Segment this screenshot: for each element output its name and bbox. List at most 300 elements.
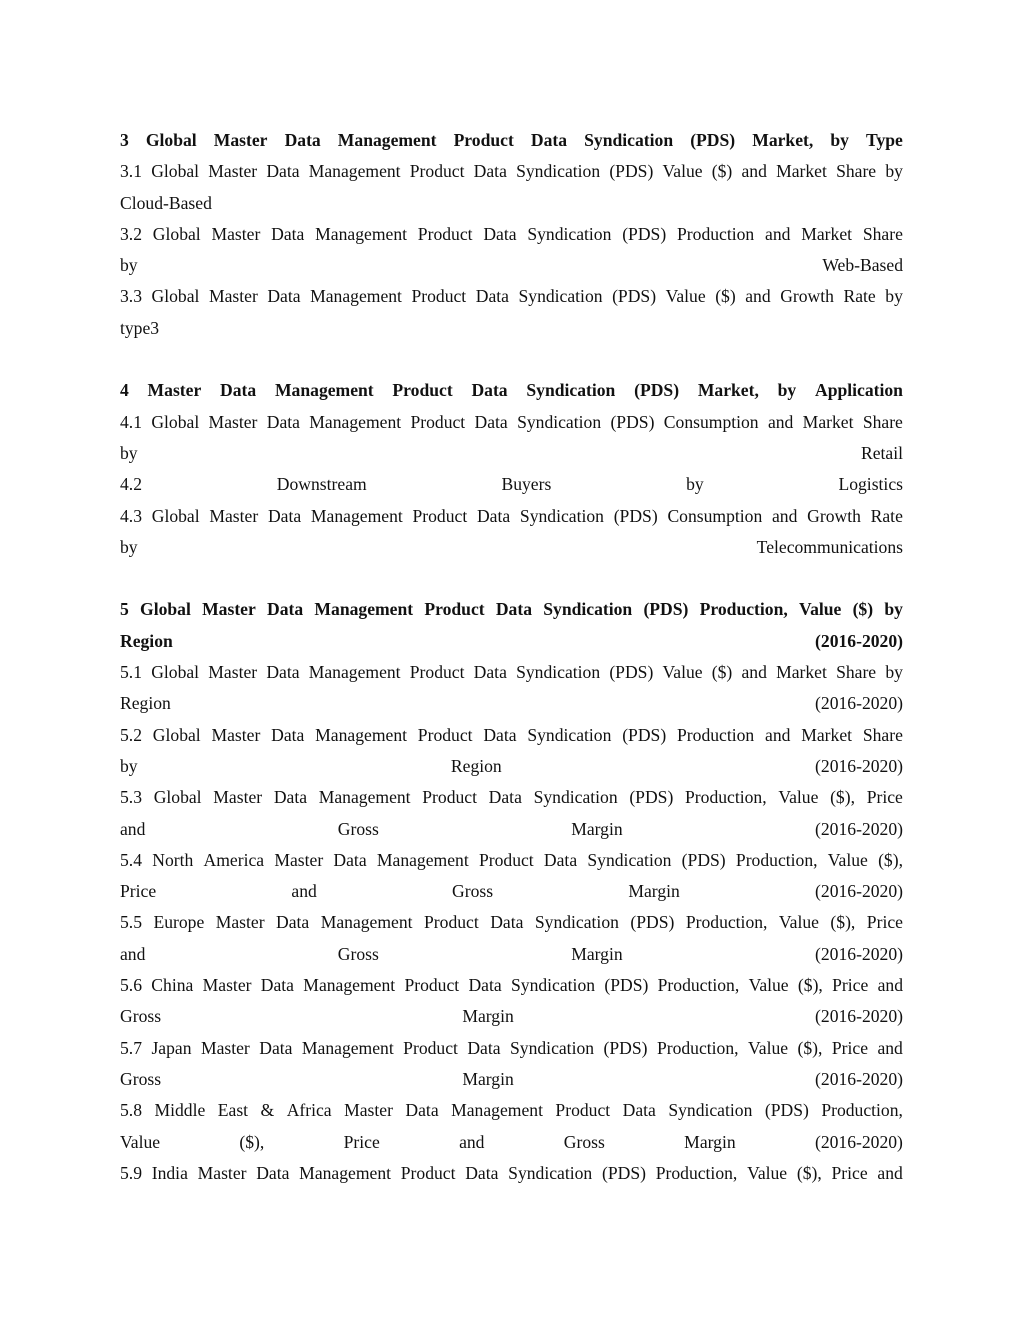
word: Master	[197, 1162, 247, 1183]
word: by	[686, 474, 704, 495]
toc-entry-line	[120, 876, 903, 907]
word: China	[151, 975, 194, 996]
word: Master	[208, 286, 258, 307]
toc-entry-line	[120, 751, 903, 782]
section-heading-line	[120, 375, 903, 406]
word: 5.2	[120, 724, 142, 745]
word: 3.2	[120, 223, 142, 244]
word: North	[152, 849, 194, 870]
word: Syndication	[516, 662, 601, 683]
word: (PDS)	[690, 130, 736, 150]
word: Margin	[571, 818, 623, 839]
word: Production,	[699, 599, 788, 620]
word: Product	[409, 161, 465, 182]
word: Production	[677, 724, 755, 745]
word: Syndication	[519, 505, 604, 526]
word: by	[777, 380, 797, 401]
word: Management	[301, 1037, 394, 1058]
word: Syndication	[527, 724, 612, 745]
word: Price	[343, 1131, 380, 1152]
word: Data	[490, 912, 524, 933]
word: (PDS)	[609, 662, 654, 683]
word: Management	[315, 724, 407, 745]
word: ($),	[830, 787, 855, 808]
word: ($)	[711, 662, 733, 683]
word: Master	[200, 1037, 250, 1058]
word: and	[765, 724, 791, 745]
word: by	[120, 536, 138, 557]
word: Data	[267, 505, 302, 526]
word: Master	[209, 505, 259, 526]
word: and	[877, 1037, 903, 1058]
word: (PDS)	[610, 411, 655, 432]
word: Margin	[684, 1131, 736, 1152]
word: (PDS)	[604, 975, 649, 996]
word: Product	[555, 1100, 611, 1121]
word: 5.3	[120, 787, 142, 808]
word: Data	[467, 1037, 501, 1058]
word: Product	[411, 286, 467, 307]
word: Management	[318, 787, 411, 808]
toc-entry-line	[120, 907, 903, 938]
word: ($),	[878, 849, 903, 870]
word: ($),	[797, 975, 823, 996]
word: Master	[208, 411, 258, 432]
word: (PDS)	[622, 223, 667, 244]
toc-entry-line	[120, 688, 903, 719]
word: and	[877, 975, 903, 996]
word: (PDS)	[643, 599, 689, 620]
word: Global	[151, 505, 200, 526]
word: Market	[801, 724, 853, 745]
word: Region	[120, 693, 171, 714]
toc-entry-line	[120, 156, 903, 187]
word: Africa	[286, 1100, 332, 1121]
word: Price	[831, 1037, 869, 1058]
word: Gross	[120, 1006, 162, 1027]
word: Management	[310, 286, 402, 307]
word: (2016-2020)	[815, 1068, 903, 1089]
word: (PDS)	[629, 787, 674, 808]
word: (2016-2020)	[815, 693, 903, 714]
word: Value	[662, 161, 703, 182]
word: Master	[202, 975, 252, 996]
toc-section	[120, 375, 903, 563]
word: Data	[276, 912, 310, 933]
toc-section	[120, 594, 903, 1189]
word: Production	[677, 223, 755, 244]
word: India	[151, 1162, 188, 1183]
toc-entry-line	[120, 501, 903, 532]
word: Gross	[452, 881, 494, 902]
word: Data	[284, 130, 321, 150]
word: Management	[337, 130, 437, 150]
word: Global	[140, 599, 191, 620]
word: 5.5	[120, 912, 142, 933]
word: Management	[308, 161, 401, 182]
word: Production,	[685, 787, 767, 808]
word: ($),	[830, 912, 856, 933]
word: Product	[392, 380, 453, 401]
word: Market,	[697, 380, 759, 401]
word: Data	[495, 599, 533, 620]
word: 5.1	[120, 662, 142, 683]
word: Market	[776, 662, 827, 683]
word: Data	[476, 505, 511, 526]
word: (PDS)	[609, 161, 654, 182]
word: by	[120, 442, 138, 463]
word: Data	[465, 1162, 499, 1183]
word: 3.1	[120, 161, 142, 182]
word: Data	[473, 662, 507, 683]
word: (PDS)	[613, 505, 658, 526]
toc-entry-line	[120, 1033, 903, 1064]
word: ($),	[796, 1162, 822, 1183]
toc-entry-line	[120, 188, 903, 219]
toc-entry-line	[120, 281, 903, 312]
toc-entry-line	[120, 657, 903, 688]
word: Logistics	[838, 474, 903, 495]
word: Global	[153, 787, 202, 808]
word: and	[741, 662, 767, 683]
word: Price	[866, 787, 903, 808]
word: by	[885, 286, 903, 307]
word: Syndication	[508, 1162, 593, 1183]
word: and	[765, 223, 791, 244]
word: Global	[145, 130, 197, 150]
word: Market	[801, 223, 853, 244]
word: and	[745, 286, 771, 307]
word: ($)	[711, 161, 733, 182]
word: (PDS)	[622, 724, 667, 745]
word: Management	[308, 662, 401, 683]
word: Value	[748, 1037, 789, 1058]
word: Master	[274, 849, 324, 870]
toc-entry-line	[120, 532, 903, 563]
word: Value	[778, 912, 819, 933]
word: by	[885, 662, 903, 683]
word: by	[885, 161, 903, 182]
word: Cloud-Based	[120, 192, 212, 213]
word: Rate	[870, 505, 903, 526]
word: and	[767, 411, 794, 432]
word: Product	[409, 662, 465, 683]
word: and	[741, 161, 767, 182]
word: Syndication	[518, 286, 603, 307]
word: and	[459, 1131, 485, 1152]
word: Production,	[657, 975, 740, 996]
word: Share	[836, 161, 877, 182]
word: Global	[151, 286, 200, 307]
word: Data	[473, 161, 507, 182]
word: Data	[483, 223, 517, 244]
word: by	[884, 599, 903, 620]
word: Share	[836, 662, 877, 683]
word: Value	[798, 599, 842, 620]
word: Data	[333, 849, 367, 870]
word: Management	[299, 1162, 392, 1183]
word: Product	[422, 787, 477, 808]
word: and	[120, 818, 146, 839]
word: Management	[320, 912, 413, 933]
word: Master	[213, 130, 268, 150]
word: Management	[451, 1100, 543, 1121]
word: Product	[417, 724, 473, 745]
toc-entry-line	[120, 939, 903, 970]
word: Gross	[120, 1068, 162, 1089]
word: Type	[866, 130, 903, 150]
word: 4.1	[120, 411, 142, 432]
word: Growth	[807, 505, 861, 526]
word: Data	[475, 286, 509, 307]
word: Value	[747, 1162, 788, 1183]
toc-entry-line	[120, 1001, 903, 1032]
word: Price	[831, 1162, 868, 1183]
word: Global	[151, 411, 200, 432]
word: Master	[208, 161, 258, 182]
word: Management	[303, 975, 396, 996]
word: Region	[450, 755, 502, 776]
word: ($)	[852, 599, 874, 620]
word: East	[217, 1100, 249, 1121]
word: ($),	[797, 1037, 823, 1058]
word: (PDS)	[630, 912, 675, 933]
word: Global	[151, 662, 200, 683]
word: Product	[404, 975, 460, 996]
word: Product	[424, 599, 485, 620]
word: Syndication	[668, 1100, 753, 1121]
word: Production,	[655, 1162, 738, 1183]
word: Management	[315, 223, 407, 244]
word: Data	[267, 599, 304, 620]
toc-entry-line	[120, 469, 903, 500]
word: Value	[120, 1131, 161, 1152]
word: and	[772, 505, 798, 526]
word: Margin	[462, 1006, 514, 1027]
toc-entry-line	[120, 1158, 903, 1189]
word: Management	[274, 380, 374, 401]
word: Consumption	[663, 411, 759, 432]
word: (2016-2020)	[815, 881, 903, 902]
word: and	[120, 943, 146, 964]
word: Value	[827, 849, 868, 870]
word: Europe	[153, 912, 205, 933]
word: ($),	[239, 1131, 265, 1152]
word: Rate	[843, 286, 876, 307]
word: Data	[256, 1162, 290, 1183]
toc-section	[120, 125, 903, 344]
word: Region	[120, 630, 173, 651]
word: Global	[151, 161, 200, 182]
word: Telecommunications	[756, 536, 903, 557]
word: Value	[778, 787, 819, 808]
word: Data	[260, 975, 294, 996]
word: Product	[410, 411, 466, 432]
word: Data	[266, 411, 300, 432]
word: Syndication	[587, 849, 672, 870]
word: Application	[814, 380, 903, 401]
word: Market,	[752, 130, 814, 150]
word: Master	[211, 724, 261, 745]
word: Data	[468, 975, 502, 996]
word: (2016-2020)	[815, 943, 903, 964]
toc-entry-line	[120, 407, 903, 438]
word: Management	[376, 849, 469, 870]
word: (PDS)	[612, 286, 657, 307]
word: Value	[662, 662, 703, 683]
toc-entry-line	[120, 845, 903, 876]
word: type3	[120, 317, 160, 338]
word: (PDS)	[764, 1100, 809, 1121]
word: Master	[202, 599, 256, 620]
word: (2016-2020)	[814, 1131, 903, 1152]
toc-entry-line	[120, 313, 903, 344]
word: Data	[543, 849, 578, 870]
word: Data	[271, 223, 305, 244]
word: (2016-2020)	[815, 630, 903, 651]
word: Syndication	[510, 975, 596, 996]
word: (PDS)	[603, 1037, 648, 1058]
word: Product	[417, 223, 473, 244]
word: America	[203, 849, 265, 870]
word: by	[120, 255, 138, 276]
word: Value	[665, 286, 706, 307]
word: &	[260, 1100, 275, 1121]
word: Master	[213, 787, 263, 808]
word: Global	[152, 223, 201, 244]
word: 5	[120, 599, 129, 620]
word: Product	[400, 1162, 456, 1183]
section-heading-line	[120, 125, 903, 156]
word: Data	[266, 161, 300, 182]
word: Master	[147, 380, 202, 401]
word: 3.3	[120, 286, 142, 307]
word: Master	[208, 662, 258, 683]
word: 5.8	[120, 1100, 142, 1121]
word: 3	[120, 130, 129, 150]
word: Syndication	[543, 599, 633, 620]
word: 5.4	[120, 849, 142, 870]
word: Data	[220, 380, 257, 401]
word: Production,	[656, 1037, 739, 1058]
toc-entry-line	[120, 438, 903, 469]
word: 5.9	[120, 1162, 142, 1183]
word: by	[120, 755, 138, 776]
word: Middle	[154, 1100, 206, 1121]
document-page	[120, 125, 903, 1189]
word: Consumption	[667, 505, 763, 526]
word: Data	[405, 1100, 439, 1121]
word: Share	[862, 411, 903, 432]
word: Price	[866, 912, 903, 933]
word: Share	[862, 223, 903, 244]
word: Management	[309, 411, 402, 432]
word: Margin	[628, 881, 680, 902]
word: Management	[314, 599, 414, 620]
toc-entry-line	[120, 1064, 903, 1095]
word: Product	[424, 912, 479, 933]
word: 5.6	[120, 975, 142, 996]
word: Data	[259, 1037, 293, 1058]
word: Gross	[337, 943, 379, 964]
word: Share	[862, 724, 903, 745]
word: Buyers	[501, 474, 552, 495]
toc-entry-line	[120, 720, 903, 751]
word: Growth	[780, 286, 834, 307]
word: Data	[266, 662, 300, 683]
word: Market	[776, 161, 827, 182]
word: by	[830, 130, 849, 150]
toc-entry-line	[120, 219, 903, 250]
word: Value	[748, 975, 789, 996]
word: Data	[271, 724, 305, 745]
word: Production,	[735, 849, 818, 870]
toc-entry-line	[120, 250, 903, 281]
word: (PDS)	[634, 380, 680, 401]
word: Japan	[151, 1037, 192, 1058]
word: Production,	[821, 1100, 903, 1121]
word: Gross	[563, 1131, 605, 1152]
word: Data	[273, 787, 308, 808]
word: Gross	[337, 818, 379, 839]
word: Data	[267, 286, 301, 307]
word: Syndication	[584, 130, 674, 150]
toc-entry-line	[120, 1127, 903, 1158]
section-heading-line	[120, 626, 903, 657]
word: Web-Based	[822, 255, 903, 276]
word: 4.3	[120, 505, 142, 526]
word: Data	[471, 380, 508, 401]
word: Product	[453, 130, 514, 150]
word: Price	[832, 975, 869, 996]
toc-entry-line	[120, 970, 903, 1001]
word: (2016-2020)	[815, 755, 903, 776]
word: Price	[120, 881, 157, 902]
word: and	[877, 1162, 903, 1183]
word: Margin	[462, 1068, 514, 1089]
word: Downstream	[276, 474, 367, 495]
word: 4	[120, 380, 129, 401]
word: Global	[152, 724, 201, 745]
word: and	[291, 881, 317, 902]
word: Data	[488, 787, 522, 808]
word: Data	[483, 724, 517, 745]
word: 5.7	[120, 1037, 142, 1058]
word: Product	[412, 505, 468, 526]
word: Master	[211, 223, 261, 244]
word: Management	[310, 505, 403, 526]
word: Market	[802, 411, 854, 432]
word: (PDS)	[681, 849, 726, 870]
word: Syndication	[526, 380, 616, 401]
toc-entry-line	[120, 1095, 903, 1126]
word: Syndication	[533, 787, 618, 808]
section-heading-line	[120, 594, 903, 625]
word: 4.2	[120, 474, 142, 495]
word: Product	[403, 1037, 458, 1058]
word: Data	[530, 130, 568, 150]
word: Syndication	[534, 912, 619, 933]
word: Product	[478, 849, 534, 870]
word: (PDS)	[601, 1162, 646, 1183]
toc-entry-line	[120, 782, 903, 813]
word: Margin	[571, 943, 623, 964]
word: Syndication	[527, 223, 612, 244]
toc-entry-line	[120, 814, 903, 845]
word: ($)	[715, 286, 736, 307]
word: Production,	[685, 912, 768, 933]
word: Syndication	[517, 411, 602, 432]
